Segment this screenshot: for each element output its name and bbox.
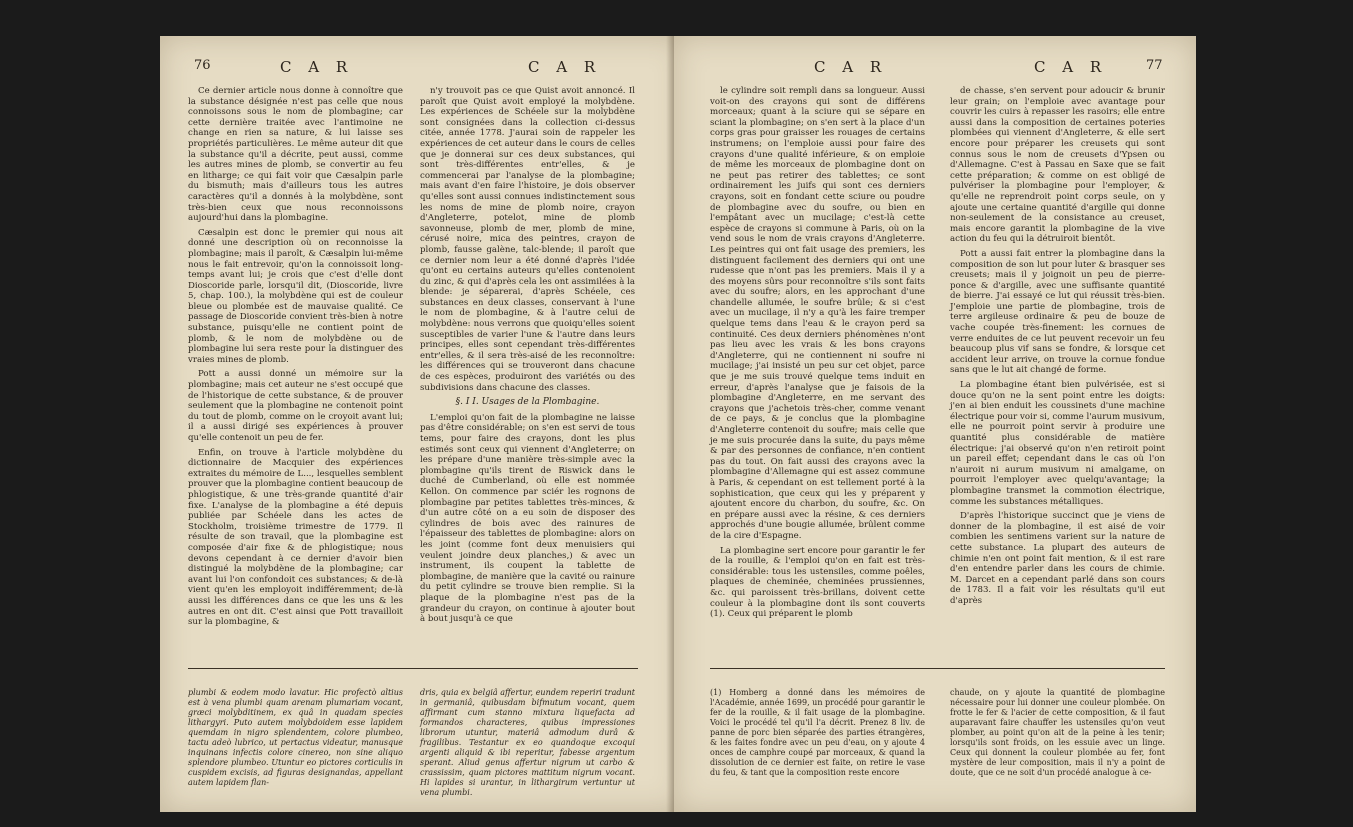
running-head: C A R [528,58,602,76]
footnote-rule [710,668,1165,669]
paragraph: Cæsalpin est donc le premier qui nous ait donné une description où on reconnoisse la plombagine; mais il paroît, & Cæsalpin lui-même nous le fait entrevoir, qu'on la connoissoit long-temps avant lui; je crois que c'est d'elle dont Dioscoride parle, lorsqu'il dit, (Dioscoride, livre 5, chap. 100.), la molybdène qui est de couleur bleue ou plombée est de mauvaise qualité. Ce passage de Dioscoride convient très-bien à notre substance, puisqu'elle ne contient point de plomb, & le nom de molybdène ou de plombagine lui sera reste pour la distinguer des vraies mines de plomb. [188,227,403,365]
text-column-2 [950,86,1165,611]
paragraph: La plombagine étant bien pulvérisée, est si douce qu'on ne la sent point entre les doigts: j'en ai bien enduit les coussinets d'une machine électrique pour voir si, comme l'aurum musivum, elle ne pourroit point servir à produire une quantité plus considérable de matière électrique: j'ai observé qu'on n'en retiroit point un pareil effet; cependant dans le cas où l'on n'auroit ni aurum musivum ni amalgame, on pourroit l'employer avec quelqu'avantage; la plombagine transmet la commotion électrique, comme les substances métalliques. [950,380,1165,507]
paragraph: n'y trouvoit pas ce que Quist avoit annoncé. Il paroît que Quist avoit employé la molybdène. Les expériences de Schéele sur la molybdène sont consignées dans la collection ci-dessus citée, année 1778. J'aurai soin de rappeler les expériences de cet auteur dans le cours de celles que je donnerai sur ces deux substances, qui sont très-différentes entr'elles, & je commencerai par l'analyse de la plombagine; mais avant d'en faire l'histoire, je dois observer qu'elles sont aussi connues indistinctement sous les noms de mine de plomb noire, crayon d'Angleterre, potelot, mine de plomb savonneuse, plomb de mer, plomb de mine, cérusé noire, mica des peintres, crayon de plomb, fausse galène, talc-blende; il paroît que ce dernier nom leur a été donné d'après l'idée qu'ont eu certains auteurs qu'elles contenoient du zinc, & qui d'après cela les ont assimilées à la blende: je séparerai, d'après Schéele, ces substances en deux classes, conservant à l'une le nom de plombagine, & à l'autre celui de molybdène: nous verrons que quoiqu'elles soient susceptibles de varier l'une & l'autre dans leurs principes, elles sont cependant très-différentes entr'elles, & il sera très-aisé de les reconnoître: les différences qui se trouveront dans chacune de ces espèces, produiront des variétés ou des subdivisions dans chacune des classes. [420,86,635,393]
running-head: C A R [814,58,888,76]
page-number: 76 [194,58,211,73]
footnote: dris, quia ex belgiâ affertur, eundem reperiri tradunt in germaniâ, quibusdam bifmutum vocant, quem affirmant cum stanno mixtura liquefacta ad formandos characteres, quibus impressiones librorum utuntur, materiâ admodum durâ & fragilibus. Testantur ex eo quandoque excoqui argenti aliquid & ibi reperitur, fabesse argentum sperant. Aliud genus affertur nigrum ut carbo & crassissim, quam pictores mattitum nigrum vocant. Hi lapides si urantur, in lithargirum vertuntur ut vena plumbi. [420,688,635,797]
left-page [160,36,685,812]
paragraph: Pott a aussi fait entrer la plombagine dans la composition de son lut pour luter & brasquer ses creusets; mais il y joignoit un peu de pierre-ponce & d'argille, avec une suffisante quantité de bierre. J'ai essayé ce lut qui réussit très-bien. J'emploie une partie de plombagine, trois de terre argileuse ordinaire & peu de bouze de vache coupée très-finement: les cornues de verre enduites de ce lut peuvent recevoir un feu beaucoup plus vif sans se fondre, & lorsque cet accident leur arrive, on trouve la cornue fondue sans que le lut ait changé de forme. [950,248,1165,376]
paragraph: de chasse, s'en servent pour adoucir & brunir leur grain; on l'emploie avec avantage pour couvrir les cuirs à repasser les rasoirs; elle entre aussi dans la composition de certaines poteries plombées qui viennent d'Angleterre, & elle sert encore pour préparer les creusets qui sont connus sous le nom de creusets d'Ypsen ou d'Allemagne. C'est à Passau en Saxe que se fait cette préparation; & comme on est obligé de pulvériser la plombagine pour l'employer, & qu'elle ne reprendroit point corps seule, on y ajoute une certaine quantité d'argille qui donne non-seulement de la consistance au creuset, mais encore garantit la plombagine de la vive action du feu qui la détruiroit bientôt. [950,86,1165,245]
footnote: chaude, on y ajoute la quantité de plombagine nécessaire pour lui donner une couleur plombée. On frotte le fer & l'acier de cette composition, & il faut auparavant faire chauffer les ustensiles qu'on veut plomber, au point qu'on ait de la peine à les tenir; lorsqu'ils sont froids, on les essuie avec un linge. Ceux qui donnent la couleur plombée au fer, font mystère de leur composition, mais il n'y a point de doute, que ce ne soit d'un procédé analogue à ce- [950,688,1165,777]
paragraph: le cylindre soit rempli dans sa longueur. Aussi voit-on des crayons qui sont de différens morceaux; quant à la sciure qui se sépare en sciant la plombagine; on s'en sert à la place d'un corps gras pour graisser les rouages de certains instrumens; on l'emploie aussi pour faire des crayons d'une qualité inférieure, & on emploie de même les morceaux de plombagine dont on ne peut pas retirer des tablettes; ce sont ordinairement les juifs qui sont ces derniers crayons, soit en fondant cette sciure ou poudre de plombagine avec du soufre, ou bien en l'empâtant avec un mucilage; c'est-là cette espèce de crayons si commune à Paris, où on la vend sous le nom de vrais crayons d'Angleterre. Les peintres qui ont fait usage des premiers, les distinguent facilement des derniers qui ont une rudesse que n'ont pas les premiers. Mais il y a des moyens sûrs pour reconnoître s'ils sont faits avec du soufre; alors, en les approchant d'une chandelle allumée, le soufre brûle; & si c'est avec un mucilage, il n'y a qu'à les faire tremper quelque tems dans l'eau & le crayon perd sa continuité. Ces deux derniers phénomènes n'ont pas lieu avec les vrais & les bons crayons d'Angleterre, qui ne contiennent ni soufre ni mucilage; j'ai insisté un peu sur cet objet, parce que je me suis trouvé quelque tems induit en erreur, d'après l'analyse que je faisois de la plombagine d'Angleterre, en me servant des crayons que j'achetois très-cher, comme venant de ce pays, & je conclus que la plombagine d'Angleterre contenoit du soufre; mais celle que je me suis procurée dans la suite, du pays même & par des personnes de confiance, n'en contient pas du tout. On fait aussi des crayons avec la plombagine d'Allemagne qui est assez commune à Paris, & cependant on est tellement porté à la sophistication, que ceux qui les y préparent y ajoutent encore du charbon, du soufre, &c. On en prépare aussi avec la résine, & ces derniers approchés d'une bougie allumée, brûlent comme de la cire d'Espagne. [710,86,925,541]
paragraph: L'emploi qu'on fait de la plombagine ne laisse pas d'être considérable; on s'en est servi de tous tems, pour faire des crayons, dont les plus estimés sont ceux qui viennent d'Angleterre; on les prépare d'une manière très-simple avec la plombagine qu'ils tirent de Riswick dans le duché de Cumberland, où elle est nommée Kellon. On commence par sciér les rognons de plombagine par petites tablettes très-minces, & d'un autre côté on a eu soin de disposer des cylindres de bois avec des rainures de l'épaisseur des tablettes de plombagine: alors on les joint (comme font deux menuisiers qui veulent joindre deux planches,) & avec un instrument, ils coupent la tablette de plombagine, de manière que la cavité ou rainure du petit cylindre se trouve bien remplie. Si la plaque de la plombagine n'est pas de la grandeur du crayon, on continue à ajouter bout à bout jusqu'à ce que [420,412,635,625]
text-column-1 [710,86,925,624]
paragraph: Ce dernier article nous donne à connoître que la substance désignée n'est pas celle que nous connoissons sous le nom de plombagine; car cette dernière traitée avec l'antimoine ne change en rien sa nature, & lui laisse ses propriétés particulières. Le même auteur dit que la substance qu'il a décrite, peut aussi, comme les autres mines de plomb, se convertir au feu en litharge; ce qui fait voir que Cæsalpin parle du bismuth; mais d'ailleurs tous les autres caractères qu'il a donnés à la molybdène, sont très-bien ceux que nous reconnoissons aujourd'hui dans la plombagine. [188,86,403,224]
text-column-1 [188,86,403,632]
paragraph: D'après l'historique succinct que je viens de donner de la plombagine, il est aisé de voir combien les sentimens varient sur la nature de cette substance. La plupart des auteurs de chimie n'en ont point fait mention, & il est rare d'en entendre parler dans les cours de chimie. M. Darcet en a cependant parlé dans son cours de 1783. Il a fait voir les résultats qu'il eut d'après [950,511,1165,606]
page-number: 77 [1146,58,1163,73]
running-head: C A R [1034,58,1108,76]
running-head: C A R [280,58,354,76]
paragraph: Enfin, on trouve à l'article molybdène du dictionnaire de Macquier des expériences extraites du mémoire de L..., lesquelles semblent prouver que la plombagine contient beaucoup de phlogistique, & une très-grande quantité d'air fixe. L'analyse de la plombagine a été depuis publiée par Schéele dans les actes de Stockholm, troisième trimestre de 1779. Il résulte de son travail, que la plombagine est composée d'air fixe & de phlogistique; nous devons cependant à ce dernier d'avoir bien distingué la molybdène de la plombagine; car avant lui l'on confondoit ces substances; & de-là vient qu'en les employoit indifféremment; de-là aussi les différences dans ce que les uns & les autres en ont dit. C'est ainsi que Pott travailloit sur la plombagine, & [188,447,403,628]
section-title: §. I I. Usages de la Plombagine. [455,397,600,408]
footnote-rule [188,668,638,669]
right-page [674,36,1196,812]
text-column-2 [420,86,635,629]
footnote: (1) Homberg a donné dans les mémoires de l'Académie, année 1699, un procédé pour garantir le fer de la rouille, & il fait usage de la plombagine. Voici le procédé tel qu'il l'a décrit. Prenez 8 liv. de panne de porc bien séparée des parties étrangères, & les faites fondre avec un peu d'eau, on y ajoute 4 onces de camphre coupé par morceaux, & quand la dissolution de ce dernier est faite, on retire le vase du feu, & tant que la composition reste encore [710,688,925,777]
footnote: plumbi & eodem modo lavatur. Hic profectò altius est à vena plumbi quam arenam plumariam vocant, græci molybditinem, ex quâ in quadam species lithargyri. Puto autem molybdoidem esse lapidem quemdam in nigro splendentem, colore plumbeo, tactu adeò lubrico, ut pertactus videatur, manusque inquinans infectis colore cinereo, non sine aliquo splendore plumbeo. Utuntur eo pictores corticulis in cuspidem excisis, ad figuras designandas, appellant autem lapidem flan- [188,688,403,787]
paragraph: Pott a aussi donné un mémoire sur la plombagine; mais cet auteur ne s'est occupé que de l'historique de cette substance, & de prouver seulement que la plombagine ne contenoit point du tout de plomb, comme on le croyoit avant lui; il a aussi dirigé ses expériences à prouver qu'elle contenoit un peu de fer. [188,369,403,443]
paragraph: La plombagine sert encore pour garantir le fer de la rouille, & l'emploi qu'on en fait est très-considérable: tous les ustensiles, comme poêles, plaques de cheminée, cheminées prussiennes, &c. qui paroissent très-brillans, doivent cette couleur à la plombagine dont ils sont couverts (1). Ceux qui préparent le plomb [710,545,925,620]
